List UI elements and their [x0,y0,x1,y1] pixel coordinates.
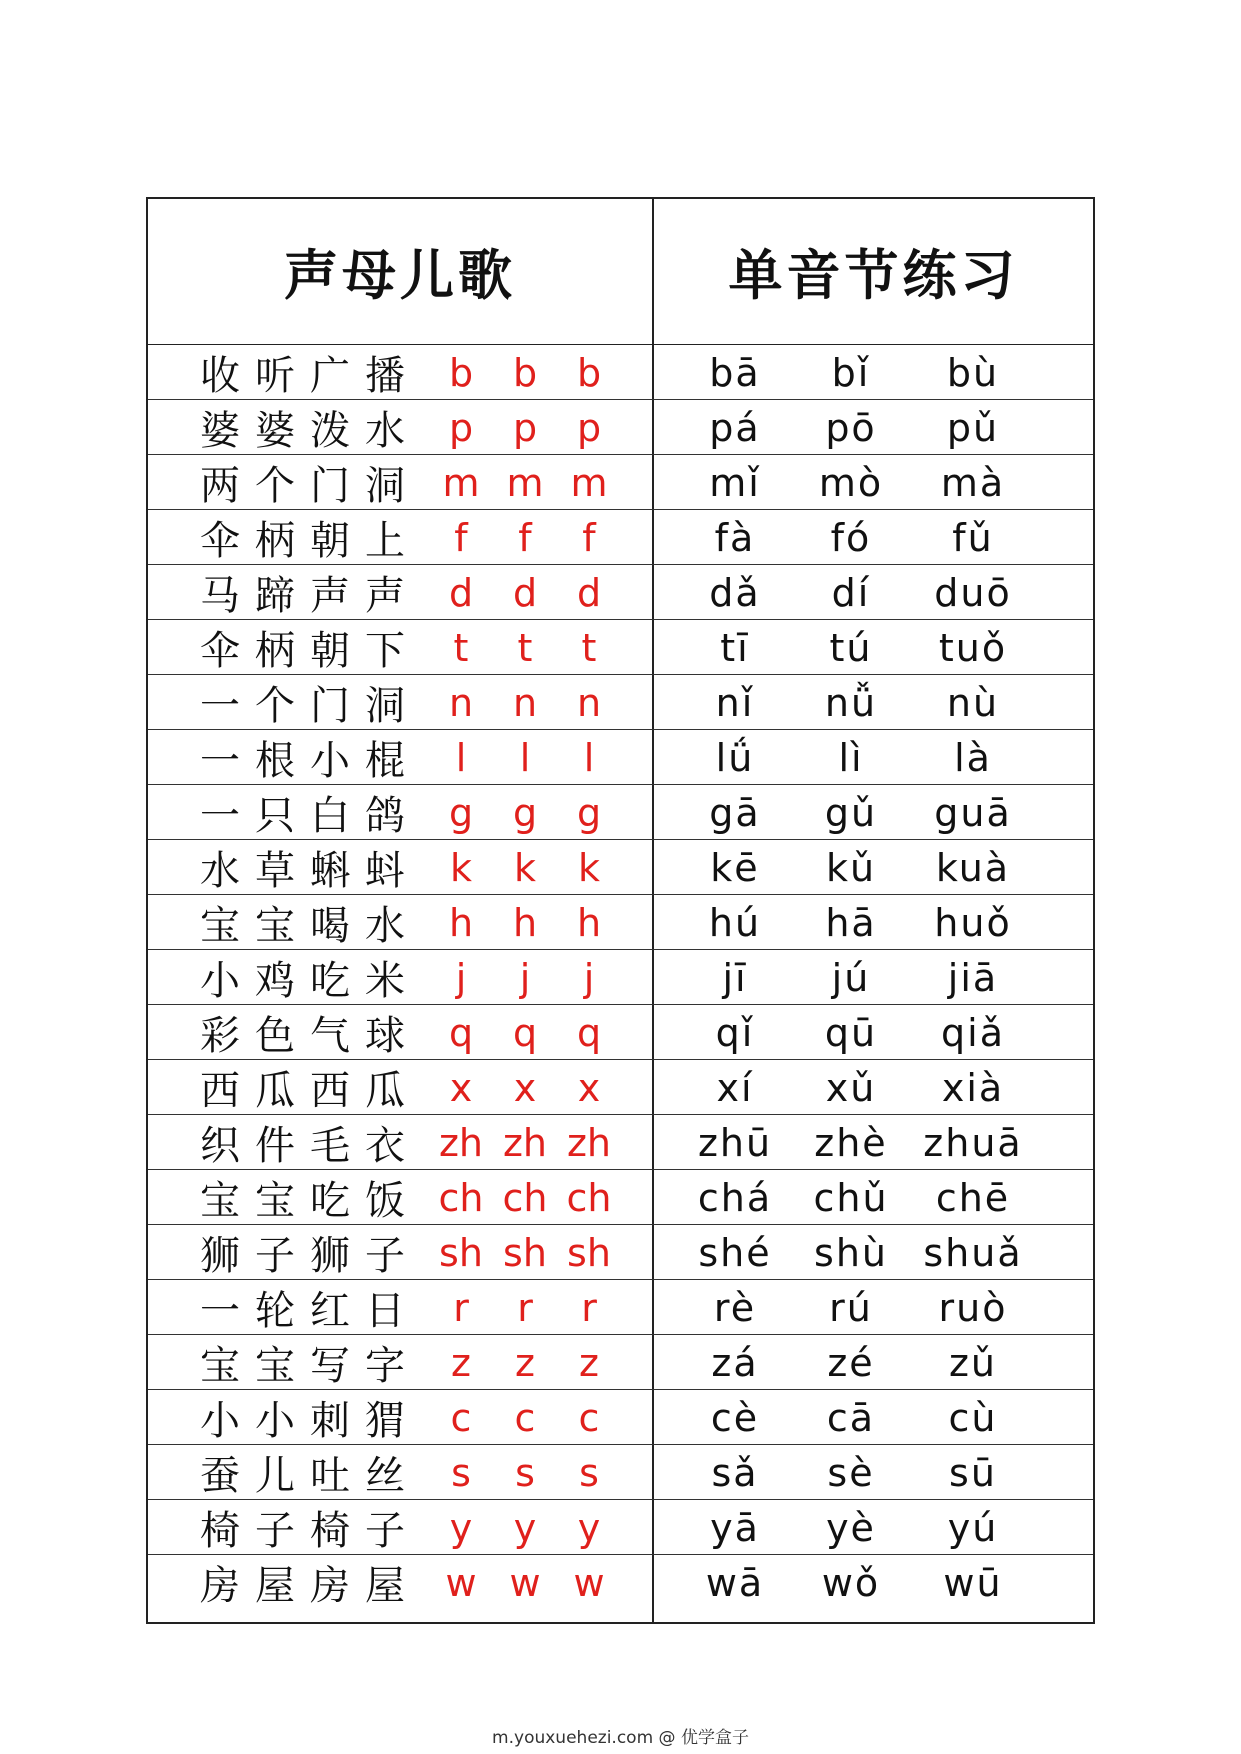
table-row [148,510,1093,565]
rhyme-verse: 蚕儿吐丝 [200,1453,420,1499]
initial-letter: p [512,405,538,450]
practice-syllable: duō [934,570,1012,615]
practice-syllable: lì [838,735,864,780]
practice-syllable: yā [710,1505,760,1550]
initial-letter: d [576,570,602,615]
practice-syllable: qiǎ [941,1010,1005,1055]
table-row [148,1060,1093,1115]
practice-syllable: là [954,735,992,780]
initial-letter: n [576,680,602,725]
table-header [148,199,1093,345]
rhyme-verse: 椅子椅子 [200,1508,420,1554]
initial-letter: h [448,900,474,945]
table-row [148,1390,1093,1445]
practice-syllable: shé [698,1230,772,1275]
initial-letter: h [512,900,538,945]
practice-syllable: shù [814,1230,888,1275]
practice-syllable: bǐ [831,350,871,395]
rhyme-verse: 房屋房屋 [200,1563,420,1609]
initial-letter: t [517,625,533,670]
practice-syllable: yú [947,1505,999,1550]
initial-letter: b [448,350,474,395]
practice-syllable: rú [829,1285,873,1330]
table-row [148,1445,1093,1500]
rhyme-verse: 马蹄声声 [200,573,420,619]
practice-syllable: pǔ [946,405,1000,450]
initial-letter: m [570,460,608,505]
practice-syllable: wǒ [821,1560,881,1605]
table-row [148,785,1093,840]
initial-letter: ch [566,1175,612,1220]
practice-syllable: xià [941,1065,1005,1110]
practice-syllable: shuǎ [923,1230,1023,1275]
table-row [148,840,1093,895]
rhyme-verse: 狮子狮子 [200,1233,420,1279]
initial-letter: f [454,515,468,560]
table-row [148,1115,1093,1170]
rhyme-verse: 水草蝌蚪 [200,848,420,894]
practice-syllable: cè [710,1395,760,1440]
practice-syllable: jī [722,955,748,1000]
initial-letter: c [514,1395,536,1440]
table-row [148,400,1093,455]
initial-letter: r [453,1285,469,1330]
initial-letter: ch [438,1175,484,1220]
rhyme-verse: 小小刺猬 [200,1398,420,1444]
rhyme-verse: 两个门洞 [200,463,420,509]
practice-syllable: yè [826,1505,876,1550]
initial-letter: sh [503,1230,547,1275]
practice-syllable: tuǒ [938,625,1008,670]
table-row [148,345,1093,400]
table-row [148,455,1093,510]
initial-letter: y [449,1505,473,1550]
initial-letter: n [448,680,474,725]
practice-syllable: fà [714,515,756,560]
practice-syllable: zé [827,1340,875,1385]
initial-letter: zh [502,1120,548,1165]
practice-syllable: gǔ [824,790,878,835]
rhyme-verse: 伞柄朝上 [200,518,420,564]
table-row [148,1225,1093,1280]
initial-letter: w [445,1560,477,1605]
practice-syllable: sū [949,1450,997,1495]
practice-syllable: mò [818,460,884,505]
right-column-title: 单音节练习 [728,243,1019,307]
table-row [148,730,1093,785]
practice-syllable: guā [934,790,1012,835]
initial-letter: sh [439,1230,483,1275]
practice-syllable: zhuā [923,1120,1023,1165]
practice-syllable: bù [946,350,1000,395]
practice-syllable: pá [709,405,761,450]
initial-letter: q [512,1010,538,1055]
phonics-table [146,197,1095,1624]
initial-letter: q [576,1010,602,1055]
practice-syllable: zǔ [948,1340,998,1385]
practice-syllable: mà [940,460,1006,505]
practice-syllable: hú [708,900,762,945]
rhyme-verse: 婆婆泼水 [200,408,420,454]
initial-letter: w [573,1560,605,1605]
practice-syllable: cù [948,1395,998,1440]
initial-letter: z [579,1340,599,1385]
practice-syllable: wū [943,1560,1003,1605]
initial-letter: c [450,1395,472,1440]
initial-letter: y [577,1505,601,1550]
initial-letter: n [512,680,538,725]
practice-syllable: qū [824,1010,878,1055]
rhyme-verse: 小鸡吃米 [200,958,420,1004]
initial-letter: f [582,515,596,560]
initial-letter: k [513,845,536,890]
rhyme-verse: 一只白鸽 [200,793,420,839]
practice-syllable: bā [709,350,761,395]
initial-letter: t [581,625,597,670]
practice-syllable: fǔ [952,515,994,560]
initial-letter: g [576,790,602,835]
practice-syllable: mǐ [709,460,761,505]
initial-letter: g [512,790,538,835]
initial-letter: f [518,515,532,560]
initial-letter: d [448,570,474,615]
practice-syllable: qǐ [715,1010,755,1055]
practice-syllable: zhè [814,1120,888,1165]
initial-letter: t [453,625,469,670]
practice-syllable: chá [697,1175,773,1220]
initial-letter: b [512,350,538,395]
initial-letter: r [517,1285,533,1330]
practice-syllable: fó [830,515,872,560]
initial-letter: g [448,790,474,835]
practice-syllable: jú [831,955,871,1000]
rhyme-verse: 一根小棍 [200,738,420,784]
practice-syllable: dǎ [709,570,761,615]
initial-letter: y [513,1505,537,1550]
table-row [148,1170,1093,1225]
practice-syllable: tī [720,625,750,670]
practice-syllable: zá [711,1340,759,1385]
initial-letter: x [577,1065,601,1110]
initial-letter: w [509,1560,541,1605]
left-column-title: 声母儿歌 [284,243,516,307]
footer-watermark: m.youxuehezi.com @ 优学盒子 [492,1728,749,1748]
initial-letter: x [513,1065,537,1110]
practice-syllable: rè [713,1285,757,1330]
initial-letter: b [576,350,602,395]
table-row [148,1335,1093,1390]
table-row [148,1005,1093,1060]
initial-letter: q [448,1010,474,1055]
rhyme-verse: 织件毛衣 [200,1123,420,1169]
practice-syllable: zhū [697,1120,773,1165]
rhyme-verse: 宝宝吃饭 [200,1178,420,1224]
table-row [148,895,1093,950]
initial-letter: m [506,460,544,505]
practice-syllable: hā [825,900,877,945]
practice-syllable: kuà [935,845,1011,890]
practice-syllable: dí [831,570,871,615]
table-body [148,345,1093,1624]
initial-letter: j [583,955,595,1000]
table-row [148,565,1093,620]
table-row [148,950,1093,1005]
initial-letter: r [581,1285,597,1330]
practice-syllable: nǚ [824,680,878,725]
initial-letter: p [576,405,602,450]
practice-syllable: wā [705,1560,765,1605]
rhyme-verse: 收听广播 [200,353,420,399]
rhyme-verse: 彩色气球 [200,1013,420,1059]
initial-letter: x [449,1065,473,1110]
initial-letter: p [448,405,474,450]
initial-letter: d [512,570,538,615]
practice-syllable: cā [826,1395,876,1440]
initial-letter: s [451,1450,471,1495]
rhyme-verse: 宝宝喝水 [200,903,420,949]
initial-letter: s [515,1450,535,1495]
practice-syllable: xí [716,1065,754,1110]
table-row [148,620,1093,675]
table-row [148,1500,1093,1555]
initial-letter: sh [567,1230,611,1275]
practice-syllable: chē [935,1175,1011,1220]
initial-letter: h [576,900,602,945]
initial-letter: zh [566,1120,612,1165]
initial-letter: l [455,735,467,780]
initial-letter: j [519,955,531,1000]
table-row [148,675,1093,730]
practice-syllable: sè [827,1450,875,1495]
practice-syllable: huǒ [934,900,1012,945]
practice-syllable: chǔ [813,1175,889,1220]
practice-syllable: sǎ [711,1450,759,1495]
initial-letter: zh [438,1120,484,1165]
rhyme-verse: 宝宝写字 [200,1343,420,1389]
practice-syllable: xǔ [825,1065,877,1110]
practice-syllable: lǘ [715,735,755,780]
table-row [148,1555,1093,1624]
initial-letter: s [579,1450,599,1495]
practice-syllable: jiā [947,955,999,1000]
practice-syllable: tú [829,625,873,670]
initial-letter: z [515,1340,535,1385]
initial-letter: k [449,845,472,890]
initial-letter: k [577,845,600,890]
rhyme-verse: 西瓜西瓜 [200,1068,420,1114]
initial-letter: m [442,460,480,505]
table-row [148,1280,1093,1335]
rhyme-verse: 伞柄朝下 [200,628,420,674]
initial-letter: l [583,735,595,780]
practice-syllable: pō [825,405,877,450]
initial-letter: l [519,735,531,780]
rhyme-verse: 一轮红日 [200,1288,420,1334]
practice-syllable: kǔ [825,845,877,890]
practice-syllable: nù [946,680,1000,725]
initial-letter: c [578,1395,600,1440]
initial-letter: z [451,1340,471,1385]
practice-syllable: ruò [938,1285,1008,1330]
practice-syllable: nǐ [715,680,755,725]
practice-syllable: kē [710,845,760,890]
initial-letter: j [455,955,467,1000]
rhyme-verse: 一个门洞 [200,683,420,729]
initial-letter: ch [502,1175,548,1220]
practice-syllable: gā [709,790,761,835]
